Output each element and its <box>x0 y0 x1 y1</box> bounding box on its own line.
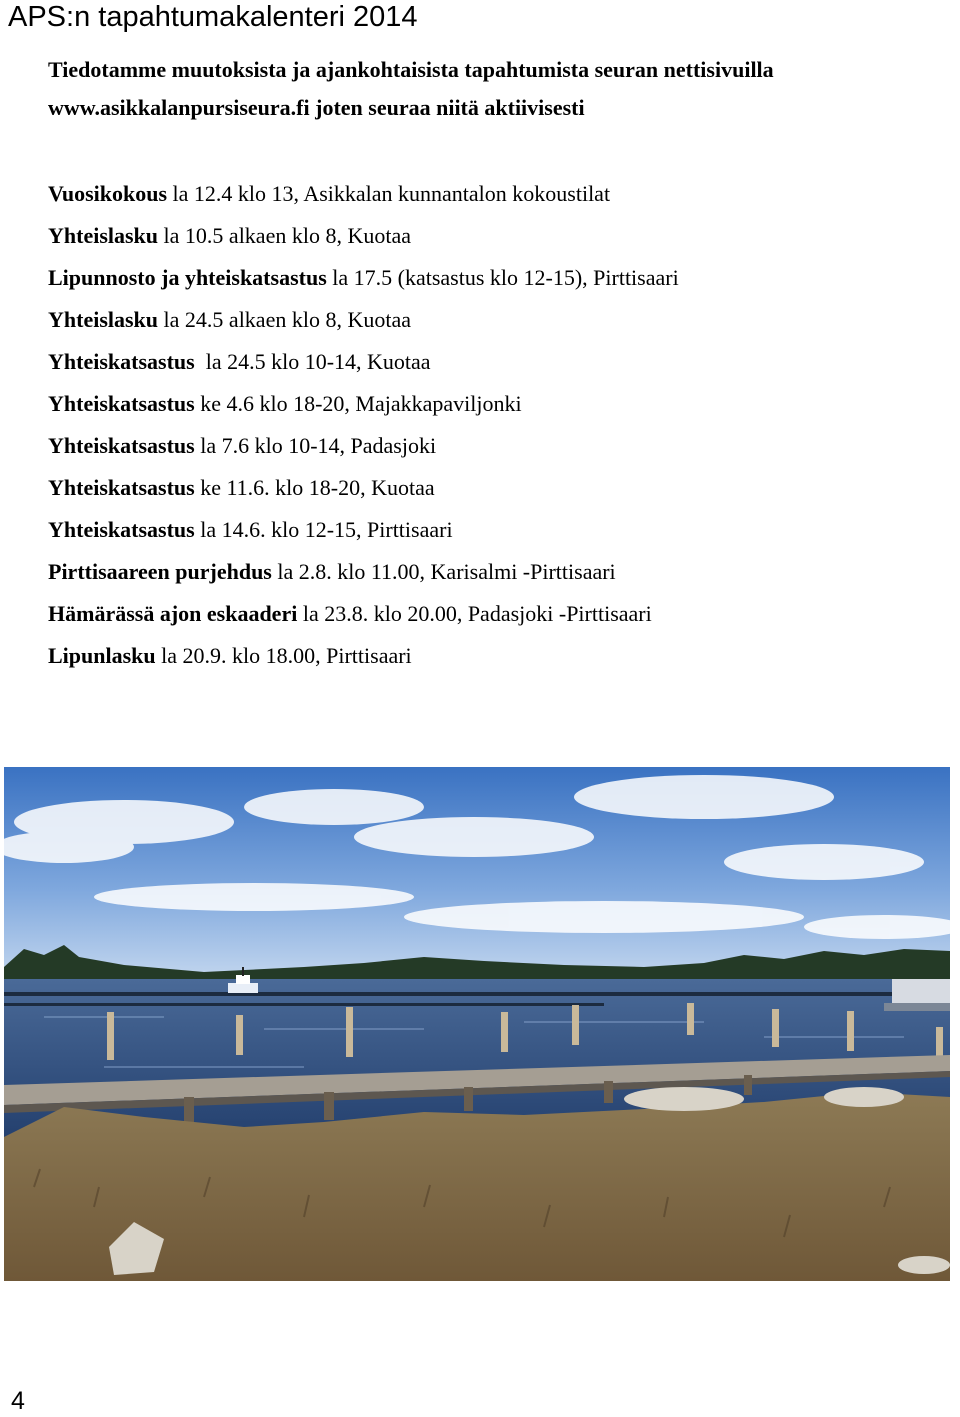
event-item <box>48 299 948 341</box>
event-item <box>48 257 948 299</box>
event-details: la 2.8. klo 11.00, Karisalmi -Pirttisaari <box>271 559 616 584</box>
event-details: la 24.5 alkaen klo 8, Kuotaa <box>158 307 411 332</box>
event-name: Lipunnosto ja yhteiskatsastus <box>48 265 327 290</box>
event-item <box>48 215 948 257</box>
event-item <box>48 593 948 635</box>
event-details: la 14.6. klo 12-15, Pirttisaari <box>194 517 453 542</box>
event-name: Yhteislasku <box>48 307 159 332</box>
event-item <box>48 551 948 593</box>
event-details: la 20.9. klo 18.00, Pirttisaari <box>155 643 412 668</box>
event-name: Yhteiskatsastus <box>48 433 195 458</box>
event-name: Hämärässä ajon eskaaderi <box>48 601 298 626</box>
event-details: la 10.5 alkaen klo 8, Kuotaa <box>158 223 411 248</box>
harbor-photo-illustration <box>4 767 950 1281</box>
pier-house <box>884 979 950 1011</box>
event-details: la 23.8. klo 20.00, Padasjoki -Pirttisaari <box>297 601 652 626</box>
event-name: Yhteislasku <box>48 223 159 248</box>
event-details: la 24.5 klo 10-14, Kuotaa <box>194 349 431 374</box>
harbor-photo <box>4 767 950 1281</box>
event-details: ke 11.6. klo 18-20, Kuotaa <box>194 475 435 500</box>
event-name: Yhteiskatsastus <box>48 391 195 416</box>
page-title: APS:n tapahtumakalenteri 2014 <box>8 1 418 33</box>
event-name: Vuosikokous <box>48 181 168 206</box>
event-list <box>48 173 948 677</box>
event-details: la 12.4 klo 13, Asikkalan kunnantalon kokoustilat <box>167 181 611 206</box>
event-details: la 17.5 (katsastus klo 12-15), Pirttisaari <box>326 265 679 290</box>
event-details: ke 4.6 klo 18-20, Majakkapaviljonki <box>194 391 522 416</box>
event-item <box>48 467 948 509</box>
event-name: Yhteiskatsastus <box>48 349 195 374</box>
intro-line-1: Tiedotamme muutoksista ja ajankohtaisista tapahtumista seuran nettisivuilla <box>48 57 774 82</box>
event-details: la 7.6 klo 10-14, Padasjoki <box>194 433 437 458</box>
event-name: Pirttisaareen purjehdus <box>48 559 272 584</box>
event-item <box>48 341 948 383</box>
event-item <box>48 383 948 425</box>
event-item <box>48 425 948 467</box>
event-item <box>48 173 948 215</box>
event-name: Yhteiskatsastus <box>48 475 195 500</box>
event-item <box>48 509 948 551</box>
intro-paragraph <box>48 51 928 127</box>
event-name: Lipunlasku <box>48 643 156 668</box>
event-item <box>48 635 948 677</box>
event-name: Yhteiskatsastus <box>48 517 195 542</box>
page-number: 4 <box>11 1387 25 1415</box>
intro-line-2: www.asikkalanpursiseura.fi joten seuraa niitä aktiivisesti <box>48 95 585 120</box>
